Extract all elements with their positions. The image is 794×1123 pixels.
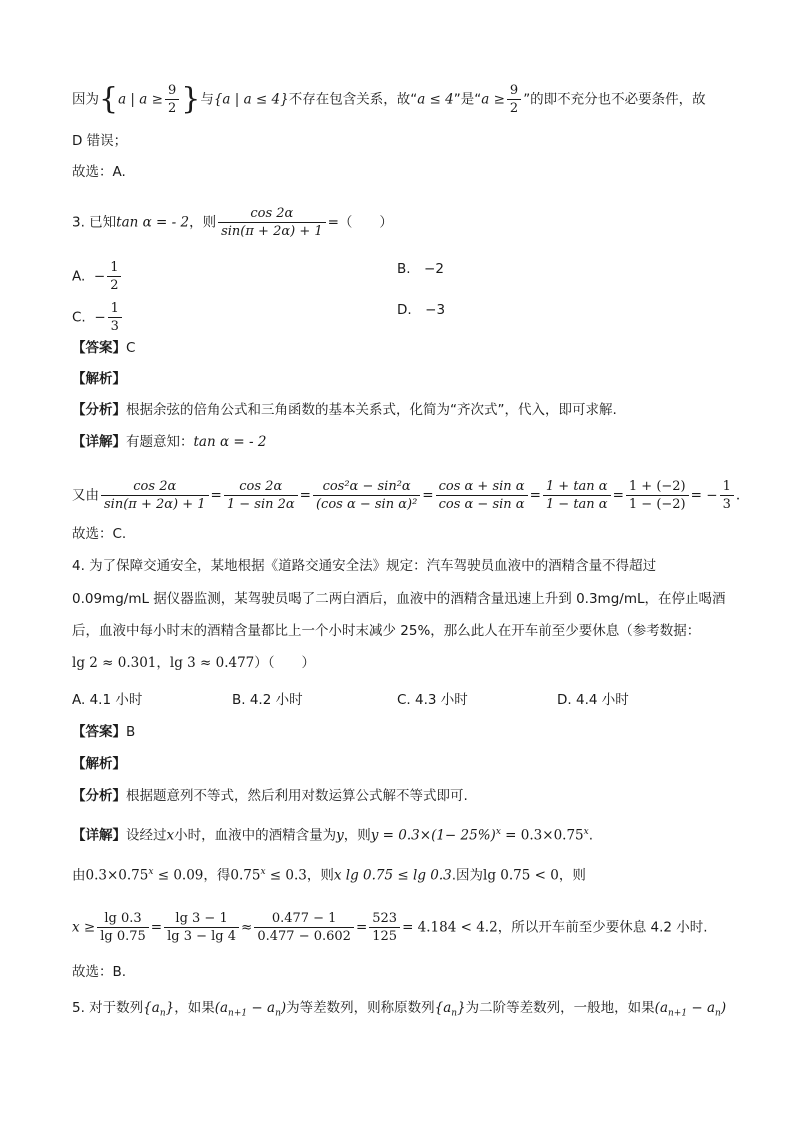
left-brace: {	[99, 81, 119, 117]
detail-4: 【详解】设经过x小时，血液中的酒精含量为y，则$y = 0.3\times(1- 25\%)^x = 0.3\times 0.75^x$.	[72, 827, 593, 844]
equation-4: x ≥ $\frac{\lg 0.3}{\lg 0.75}$ = $\frac{\lg 3 - 1}{\lg 3 - \lg 4}$ ≈ $\frac{0.477 - 1}{0.477 - 0.602}$ = $\frac{523}{125}$ = 4.184 < 4.2，所以开车前至少要休息 4.2 小时.	[72, 911, 708, 944]
select-3: 故选：C.	[72, 526, 127, 542]
math: a ≥	[481, 91, 505, 108]
question-3: 3. 已知tan α = - 2，则 $\frac{\cos 2\alpha}{\sin(\pi + 2\alpha) + 1}$ =（ ）	[72, 206, 393, 239]
fraction: $\frac{9}{2}$	[165, 82, 179, 117]
line-d-wrong: D 错误；	[72, 133, 128, 149]
derivation-4: 由$0.3\times 0.75^x \le 0.09$，得$0.75^x \le 0.3$，则x lg 0.75 ≤ lg 0.3.因为lg 0.75 < 0，则	[72, 867, 586, 884]
line-select-a: 故选：A.	[72, 164, 126, 180]
q3-option-a: A. − $\frac{1}{2}$	[72, 259, 123, 294]
question-4-line-2: 0.09mg/mL 据仪器监测，某驾驶员喝了二两白酒后，血液中的酒精含量迅速上升到 0.3mg/mL，在停止喝酒	[72, 591, 726, 607]
q4-option-d: D. 4.4 小时	[557, 692, 629, 708]
analysis-4-header: 【解析】	[72, 756, 126, 772]
line-set-relation	[72, 82, 734, 117]
q4-option-a: A. 4.1 小时	[72, 692, 143, 708]
right-brace: }	[181, 81, 201, 117]
math: a ≤ 4	[417, 91, 454, 108]
q3-option-b: B. −2	[397, 261, 444, 277]
q3-option-c: C. − $\frac{1}{3}$	[72, 300, 124, 335]
text: ”的即不充分也不必要条件，故	[523, 91, 706, 108]
detail-3: 【详解】有题意知：tan α = - 2	[72, 434, 267, 450]
q4-option-c: C. 4.3 小时	[397, 692, 468, 708]
text: 不存在包含关系，故“	[288, 91, 418, 108]
text: ”是“	[453, 91, 482, 108]
fraction: $\frac{9}{2}$	[507, 82, 521, 117]
q3-option-d: D. −3	[397, 302, 446, 318]
text: 与	[200, 91, 214, 108]
question-4-line-3: 后，血液中每小时末的酒精含量都比上一个小时末减少 25%，那么此人在开车前至少要休息（参考数据：	[72, 623, 701, 639]
analysis-3-header: 【解析】	[72, 371, 126, 387]
select-4: 故选：B.	[72, 964, 127, 980]
math: a | a ≥	[118, 91, 163, 108]
analysis-4-summary: 【分析】根据题意列不等式，然后利用对数运算公式解不等式即可.	[72, 788, 468, 804]
analysis-3-summary: 【分析】根据余弦的倍角公式和三角函数的基本关系式，化简为“齐次式”，代入，即可求解.	[72, 402, 617, 418]
answer-3: 【答案】C	[72, 340, 136, 356]
math: {a | a ≤ 4}	[213, 91, 289, 108]
question-5: 5. 对于数列$\{a_n\}$，如果$(a_{n+1} - a_n)$为等差数列，则称原数列$\{a_n\}$为二阶等差数列，一般地，如果$(a_{n+1} - a_n)$	[72, 1000, 727, 1019]
question-4-line-4: lg 2 ≈ 0.301，lg 3 ≈ 0.477）（ ）	[72, 655, 316, 671]
q4-option-b: B. 4.2 小时	[232, 692, 303, 708]
answer-4: 【答案】B	[72, 724, 136, 740]
equation-3: 又由 $\frac{\cos 2\alpha}{\sin(\pi + 2\alpha) + 1}$ = $\frac{\cos 2\alpha}{1 - \sin 2\alpha}$ = $\frac{\text{cos²α − sin²α}}{\text{(cos α − sin α)²}}$ = $\frac{\text{cos α + sin α}}{\text{cos α − sin α}}$ = $\frac{\text{1 + tan α}}{\text{1 − tan α}}$ = $\frac{1 + (-2)}{1 - (-2)}$ = − $\frac{1}{3}$ .	[72, 479, 741, 512]
question-4-line-1: 4. 为了保障交通安全，某地根据《道路交通安全法》规定：汽车驾驶员血液中的酒精含量不得超过	[72, 558, 657, 574]
fraction: $\frac{\cos 2\alpha}{\sin(\pi + 2\alpha) + 1}$	[218, 205, 326, 240]
text: 因为	[72, 91, 99, 108]
